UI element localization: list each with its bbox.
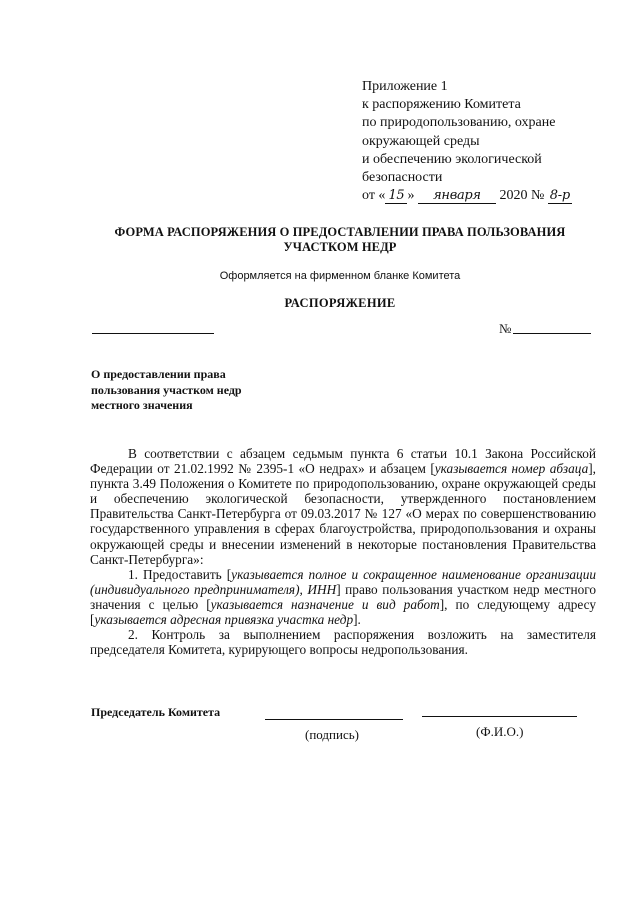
chairman-label: Председатель Комитета	[91, 705, 221, 719]
name-caption: (Ф.И.О.)	[476, 724, 524, 739]
preamble-paragraph	[90, 446, 596, 567]
text-run: ] право пользования участком недр местного значения с целью [	[90, 581, 597, 612]
date-blank-line	[92, 332, 214, 334]
text-run: В соответствии с абзацем седьмым пункта 6 статьи 10.1 Закона Российской Федерации от 21.02.1992 № 2395-1 «О недрах» и абзацем [	[90, 446, 596, 477]
appendix-header	[362, 78, 612, 205]
number-label: №	[499, 321, 512, 336]
handwritten-month: января	[418, 189, 496, 204]
text-run: ], по следующему адресу [	[90, 596, 596, 628]
order-body	[90, 446, 596, 657]
placeholder-text: указывается номер абзаца	[434, 461, 589, 477]
text-run: 1. Предоставить [	[128, 566, 232, 582]
form-title	[110, 225, 570, 255]
signature-line	[265, 718, 403, 720]
appendix-line: к распоряжению Комитета	[362, 97, 521, 113]
form-title-line: ФОРМА РАСПОРЯЖЕНИЯ О ПРЕДОСТАВЛЕНИИ ПРАВА ПОЛЬЗОВАНИЯ	[114, 225, 566, 239]
document-type-heading: РАСПОРЯЖЕНИЕ	[284, 296, 396, 310]
form-title-line: УЧАСТКОМ НЕДР	[283, 240, 397, 254]
signature-caption: (подпись)	[305, 727, 359, 742]
appendix-line: окружающей среды	[362, 133, 480, 149]
placeholder-text: указывается полное и сокращенное наименование организации (индивидуального предпринимателя), ИНН	[90, 566, 596, 597]
handwritten-day: 15	[385, 189, 407, 204]
appendix-date-line	[362, 187, 612, 205]
clause-1-paragraph	[90, 567, 596, 627]
name-line	[422, 715, 577, 717]
appendix-line: по природопользованию, охране	[362, 115, 556, 131]
text-run: ], пункта 3.49 Положения о Комитете по природопользованию, охране окружающей среды и обеспечению экологической безопасности, утвержденного постановлением Правительства Санкт-Петербурга от 09.03.2017 № 127 «О мерах по совершенствованию государственного управления в сферах благоустройства, природопользования и охраны окружающей среды и внесении изменений в некоторые постановления Правительства Санкт-Петербурга»:	[90, 461, 596, 567]
date-mid: »	[407, 188, 418, 204]
subject-line: местного значения	[91, 398, 193, 412]
number-blank-line	[513, 332, 591, 334]
order-subject	[91, 367, 291, 414]
handwritten-number: 8-р	[549, 188, 570, 204]
date-prefix: от «	[362, 188, 386, 204]
text-run: ].	[353, 612, 361, 628]
date-year: 2020 №	[495, 188, 548, 204]
clause-2-paragraph: 2. Контроль за выполнением распоряжения возложить на заместителя председателя Комитета, курирующего вопросы недропользования.	[90, 627, 596, 658]
appendix-line: и обеспечению экологической	[362, 151, 542, 167]
letterhead-note: Оформляется на фирменном бланке Комитета	[219, 270, 461, 282]
placeholder-text: указывается назначение и вид работ	[210, 596, 440, 612]
subject-line: пользования участком недр	[91, 382, 242, 397]
placeholder-text: указывается адресная привязка участка недр	[94, 612, 354, 628]
subject-line: О предоставлении права	[91, 367, 226, 381]
appendix-line: Приложение 1	[362, 79, 448, 94]
appendix-line: безопасности	[362, 170, 443, 186]
